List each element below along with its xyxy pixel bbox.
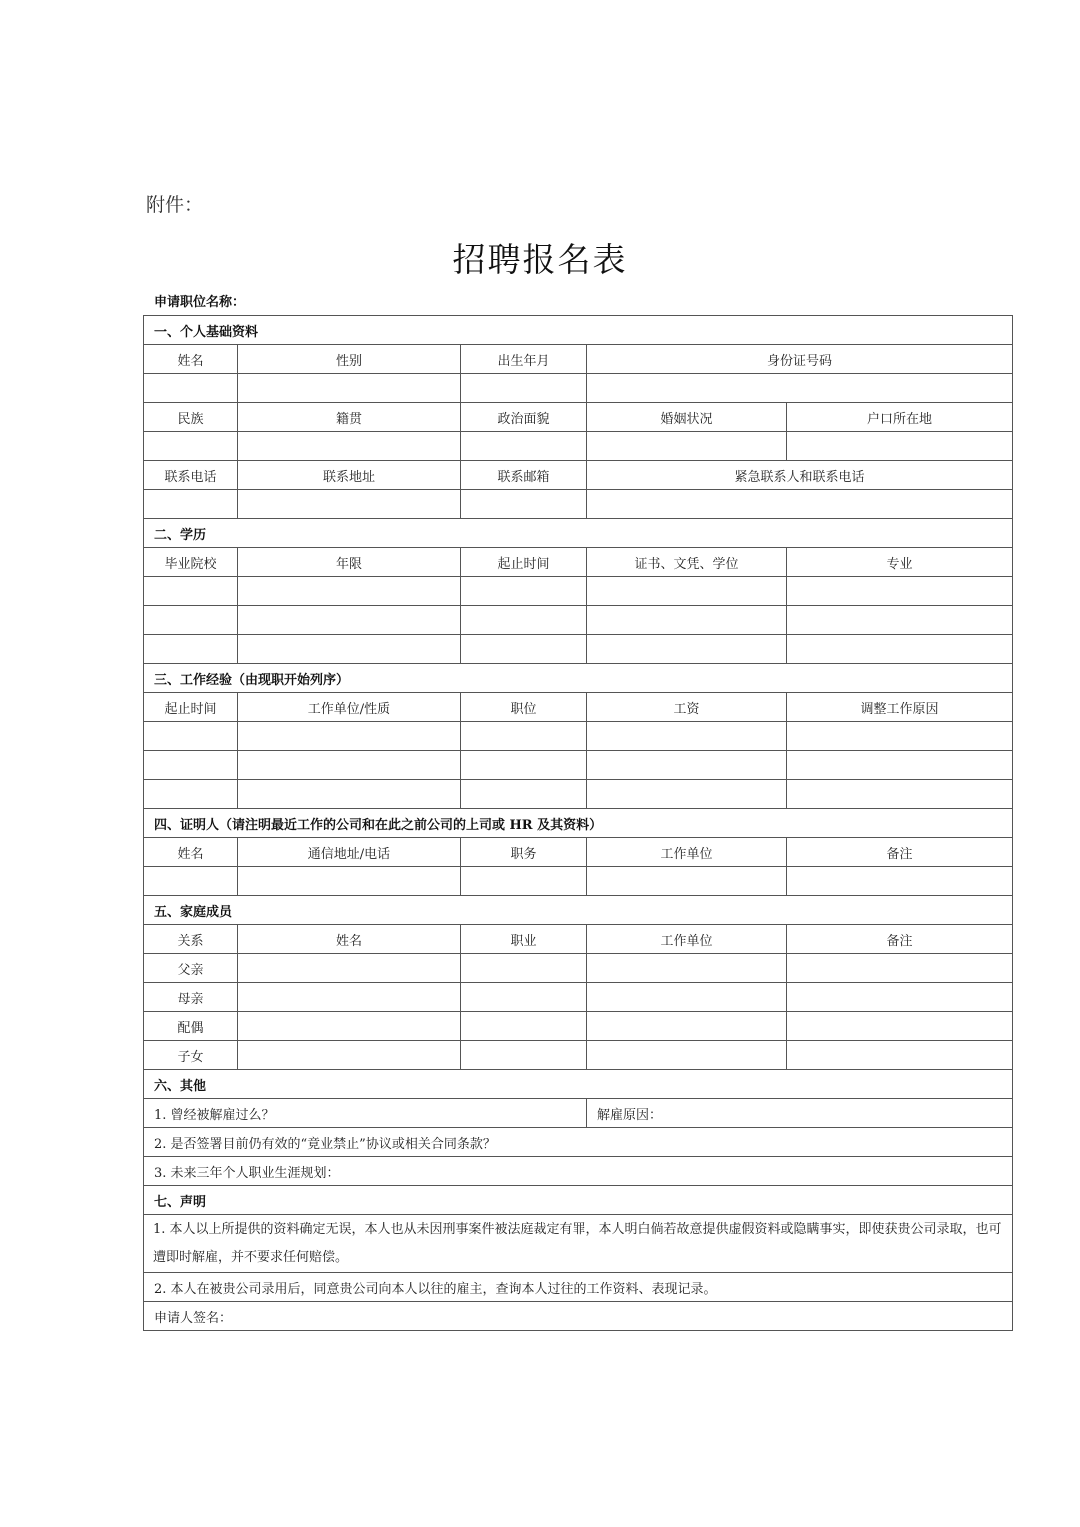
- header-cell: 政治面貌: [461, 403, 587, 432]
- section-education-title: 二、学历: [144, 519, 1013, 548]
- section-family-title: 五、家庭成员: [144, 896, 1013, 925]
- header-cell: 通信地址/电话: [238, 838, 461, 867]
- table-row: [144, 635, 1013, 664]
- input-cell[interactable]: [587, 954, 787, 983]
- header-cell: 户口所在地: [787, 403, 1013, 432]
- table-row: [144, 577, 1013, 606]
- header-cell: 姓名: [238, 925, 461, 954]
- header-cell: 证书、文凭、学位: [587, 548, 787, 577]
- input-cell[interactable]: [587, 780, 787, 809]
- input-cell[interactable]: [787, 577, 1013, 606]
- input-cell[interactable]: [787, 1012, 1013, 1041]
- header-cell: 紧急联系人和联系电话: [587, 461, 1013, 490]
- attachment-label: 附件：: [146, 194, 204, 216]
- header-cell: 婚姻状况: [587, 403, 787, 432]
- table-row: [144, 1041, 1013, 1070]
- header-cell: 调整工作原因: [787, 693, 1013, 722]
- input-cell[interactable]: [461, 577, 587, 606]
- input-cell[interactable]: [587, 606, 787, 635]
- section-other-title: 六、其他: [144, 1070, 1013, 1099]
- header-cell: 工作单位/性质: [238, 693, 461, 722]
- table-row: [144, 751, 1013, 780]
- header-cell: 联系电话: [144, 461, 238, 490]
- input-cell[interactable]: [238, 1041, 461, 1070]
- header-cell: 职业: [461, 925, 587, 954]
- table-row: [144, 954, 1013, 983]
- section-personal-title: 一、个人基础资料: [144, 316, 1013, 345]
- input-cell[interactable]: [144, 577, 238, 606]
- input-cell[interactable]: [238, 722, 461, 751]
- input-cell[interactable]: [144, 432, 238, 461]
- header-cell: 专业: [787, 548, 1013, 577]
- input-cell[interactable]: [238, 867, 461, 896]
- input-cell[interactable]: [238, 983, 461, 1012]
- declaration-1: 1. 本人以上所提供的资料确定无误，本人也从未因刑事案件被法庭裁定有罪，本人明白倘若故意提供虚假资料或隐瞒事实，即使获贵公司录取，也可遭即时解雇，并不要求任何赔偿。: [144, 1215, 1013, 1273]
- header-cell: 性别: [238, 345, 461, 374]
- question-dismissed[interactable]: 1. 曾经被解雇过么？: [144, 1099, 587, 1128]
- input-cell[interactable]: [461, 751, 587, 780]
- table-row: [144, 722, 1013, 751]
- section-declaration-title: 七、声明: [144, 1186, 1013, 1215]
- header-cell: 职位: [461, 693, 587, 722]
- input-cell[interactable]: [461, 722, 587, 751]
- header-cell: 身份证号码: [587, 345, 1013, 374]
- input-cell[interactable]: [238, 606, 461, 635]
- relation-label: 子女: [144, 1041, 238, 1070]
- header-cell: 民族: [144, 403, 238, 432]
- header-cell: 出生年月: [461, 345, 587, 374]
- input-cell[interactable]: [238, 374, 461, 403]
- input-cell[interactable]: [787, 751, 1013, 780]
- input-cell[interactable]: [238, 635, 461, 664]
- input-cell[interactable]: [238, 490, 461, 519]
- input-cell[interactable]: [144, 867, 238, 896]
- input-cell[interactable]: [587, 577, 787, 606]
- header-cell: 联系邮箱: [461, 461, 587, 490]
- input-cell[interactable]: [461, 780, 587, 809]
- input-cell[interactable]: [787, 432, 1013, 461]
- input-cell[interactable]: [461, 954, 587, 983]
- table-row: [144, 867, 1013, 896]
- input-cell[interactable]: [461, 1012, 587, 1041]
- header-cell: 起止时间: [144, 693, 238, 722]
- input-cell[interactable]: [587, 751, 787, 780]
- header-cell: 工作单位: [587, 925, 787, 954]
- table-row: [144, 606, 1013, 635]
- relation-label: 父亲: [144, 954, 238, 983]
- input-cell[interactable]: [238, 751, 461, 780]
- header-cell: 职务: [461, 838, 587, 867]
- table-row: [144, 1012, 1013, 1041]
- input-cell[interactable]: [144, 606, 238, 635]
- input-cell[interactable]: [238, 577, 461, 606]
- declaration-2: 2. 本人在被贵公司录用后，同意贵公司向本人以往的雇主，查询本人过往的工作资料、表现记录。: [144, 1273, 1013, 1302]
- input-cell[interactable]: [461, 635, 587, 664]
- input-cell[interactable]: [144, 490, 238, 519]
- input-cell[interactable]: [144, 780, 238, 809]
- input-cell[interactable]: [787, 954, 1013, 983]
- input-cell[interactable]: [787, 780, 1013, 809]
- dismissal-reason-field[interactable]: 解雇原因：: [587, 1099, 1013, 1128]
- header-cell: 姓名: [144, 345, 238, 374]
- header-cell: 籍贯: [238, 403, 461, 432]
- header-cell: 联系地址: [238, 461, 461, 490]
- input-cell[interactable]: [461, 432, 587, 461]
- input-cell[interactable]: [587, 983, 787, 1012]
- table-row: [144, 983, 1013, 1012]
- input-cell[interactable]: [787, 635, 1013, 664]
- signature-field[interactable]: 申请人签名：: [144, 1302, 1013, 1331]
- input-cell[interactable]: [587, 867, 787, 896]
- input-cell[interactable]: [461, 490, 587, 519]
- section-work-experience-title: 三、工作经验（由现职开始列序）: [144, 664, 1013, 693]
- input-cell[interactable]: [461, 983, 587, 1012]
- question-noncompete[interactable]: 2. 是否签署目前仍有效的“竟业禁止”协议或相关合同条款？: [144, 1128, 1013, 1157]
- input-cell[interactable]: [587, 432, 787, 461]
- header-cell: 备注: [787, 838, 1013, 867]
- section-references-title: 四、证明人（请注明最近工作的公司和在此之前公司的上司或 HR 及其资料）: [144, 809, 1013, 838]
- input-cell[interactable]: [587, 1041, 787, 1070]
- relation-label: 配偶: [144, 1012, 238, 1041]
- header-cell: 关系: [144, 925, 238, 954]
- table-row: [144, 780, 1013, 809]
- input-cell[interactable]: [238, 780, 461, 809]
- input-cell[interactable]: [587, 722, 787, 751]
- header-cell: 起止时间: [461, 548, 587, 577]
- input-cell[interactable]: [787, 1041, 1013, 1070]
- header-cell: 年限: [238, 548, 461, 577]
- input-cell[interactable]: [587, 1012, 787, 1041]
- relation-label: 母亲: [144, 983, 238, 1012]
- form-title: 招聘报名表: [452, 240, 628, 279]
- input-cell[interactable]: [461, 1041, 587, 1070]
- header-cell: 毕业院校: [144, 548, 238, 577]
- input-cell[interactable]: [144, 374, 238, 403]
- input-cell[interactable]: [144, 722, 238, 751]
- position-name-label: 申请职位名称：: [154, 295, 246, 310]
- registration-form-table: [143, 315, 1013, 1331]
- input-cell[interactable]: [461, 374, 587, 403]
- header-cell: 工作单位: [587, 838, 787, 867]
- input-cell[interactable]: [587, 490, 1013, 519]
- header-cell: 工资: [587, 693, 787, 722]
- input-cell[interactable]: [144, 751, 238, 780]
- input-cell[interactable]: [238, 432, 461, 461]
- header-cell: 备注: [787, 925, 1013, 954]
- input-cell[interactable]: [787, 722, 1013, 751]
- question-career-plan[interactable]: 3. 未来三年个人职业生涯规划：: [144, 1157, 1013, 1186]
- input-cell[interactable]: [587, 374, 1013, 403]
- input-cell[interactable]: [238, 954, 461, 983]
- input-cell[interactable]: [787, 983, 1013, 1012]
- input-cell[interactable]: [461, 867, 587, 896]
- input-cell[interactable]: [144, 635, 238, 664]
- input-cell[interactable]: [461, 606, 587, 635]
- header-cell: 姓名: [144, 838, 238, 867]
- input-cell[interactable]: [238, 1012, 461, 1041]
- input-cell[interactable]: [787, 867, 1013, 896]
- input-cell[interactable]: [787, 606, 1013, 635]
- input-cell[interactable]: [587, 635, 787, 664]
